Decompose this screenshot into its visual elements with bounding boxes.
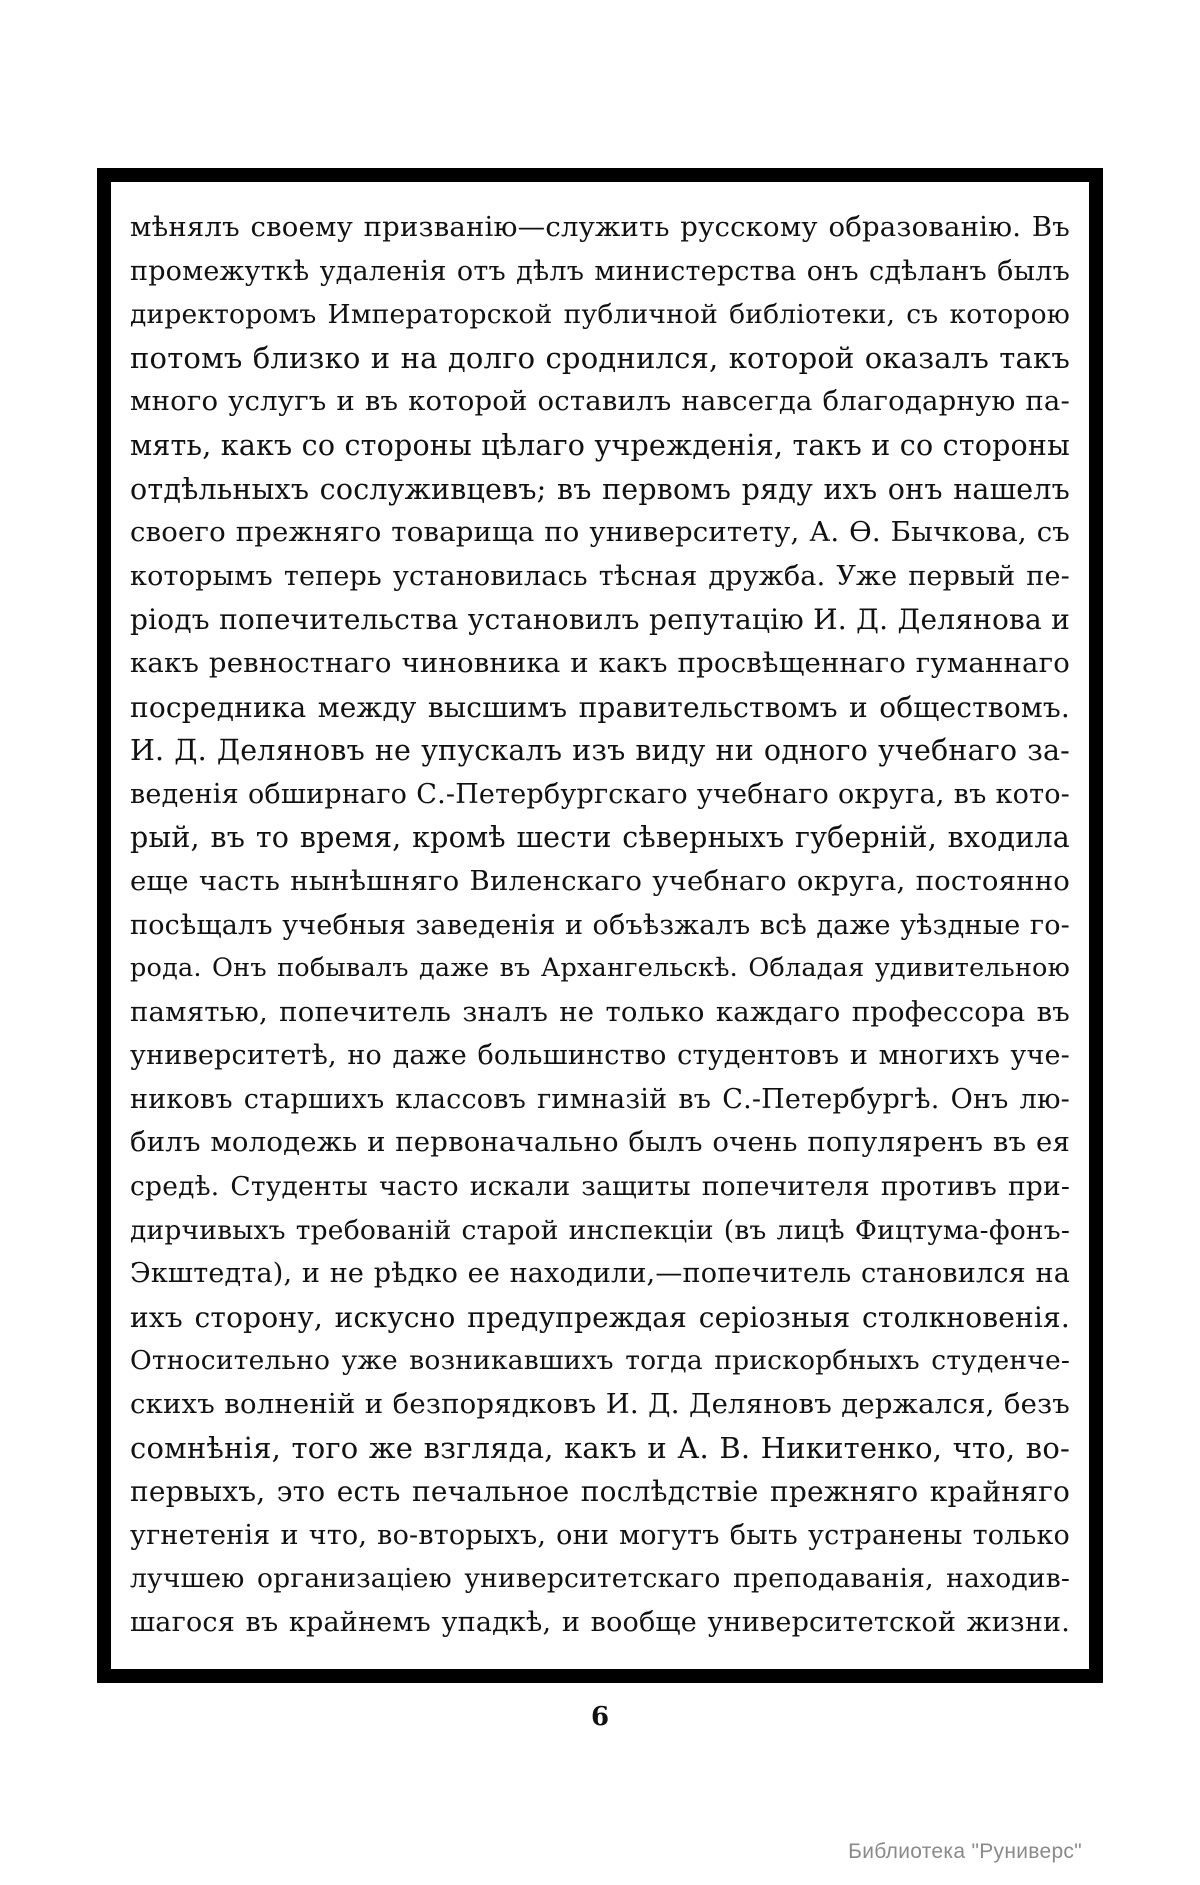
text-line: посредника между высшимъ правительствомъ и обществомъ. <box>130 690 1070 724</box>
text-line: средѣ. Студенты часто искали защиты попечителя противъ при- <box>130 1171 1070 1203</box>
text-line: потомъ близко и на долго сроднился, которой оказалъ такъ <box>130 340 1070 375</box>
text-line: промежуткѣ удаленія отъ дѣлъ министерства онъ сдѣланъ былъ <box>130 255 1070 287</box>
text-line: ріодъ попечительства установилъ репутацію И. Д. Делянова и <box>130 603 1070 637</box>
text-line: отдѣльныхъ сослуживцевъ; въ первомъ ряду ихъ онъ нашелъ <box>130 472 1070 506</box>
library-watermark: Библиотека "Руниверс" <box>848 1840 1082 1863</box>
text-line: скихъ волненій и безпорядковъ И. Д. Деляновъ держался, безъ <box>130 1388 1070 1421</box>
text-line: никовъ старшихъ классовъ гимназій въ С.-Петербургѣ. Онъ лю- <box>130 1083 1070 1115</box>
text-line: И. Д. Деляновъ не упускалъ изъ виду ни одного учебнаго за- <box>130 734 1070 768</box>
body-text <box>130 206 1070 1645</box>
page-number: 6 <box>590 1702 610 1732</box>
text-line: дирчивыхъ требованій старой инспекціи (въ лицѣ Фицтума-фонъ- <box>130 1214 1070 1246</box>
text-line: лучшею организаціею университетскаго преподаванія, находив- <box>130 1563 1070 1595</box>
text-line: своего прежняго товарища по университету, А. Ѳ. Бычкова, съ <box>130 516 1070 549</box>
text-line: много услугъ и въ которой оставилъ навсегда благодарную па- <box>130 385 1070 418</box>
text-line: сомнѣнія, того же взгляда, какъ и А. В. Никитенко, что, во- <box>130 1430 1070 1465</box>
text-line: билъ молодежь и первоначально былъ очень популяренъ въ ея <box>130 1126 1070 1159</box>
text-line: университетѣ, но даже большинство студентовъ и многихъ уче- <box>130 1040 1070 1072</box>
text-line: рый, въ то время, кромѣ шести сѣверныхъ губерній, входила <box>130 821 1070 855</box>
text-line: рода. Онъ побывалъ даже въ Архангельскѣ. Обладая удивительною <box>130 953 1070 984</box>
text-line: шагося въ крайнемъ упадкѣ, и вообще университетской жизни. <box>130 1607 1070 1638</box>
text-line: мѣнялъ своему призванію—служить русскому образованію. Въ <box>130 211 1070 243</box>
text-line: ихъ сторону, искусно предупреждая серіозныя столкновенія. <box>130 1300 1070 1334</box>
text-line: директоромъ Императорской публичной библіотеки, съ которою <box>130 299 1070 331</box>
text-line: Экштедта), и не рѣдко ее находили,—попечитель становился на <box>130 1258 1070 1290</box>
text-line: посѣщалъ учебныя заведенія и объѣзжалъ всѣ даже уѣздные го- <box>130 909 1070 941</box>
text-line: угнетенія и что, во-вторыхъ, они могутъ быть устранены только <box>130 1519 1070 1551</box>
text-line: которымъ теперь установилась тѣсная дружба. Уже первый пе- <box>130 560 1070 592</box>
text-line: памятью, попечитель зналъ не только каждаго профессора въ <box>130 995 1070 1028</box>
text-line: мять, какъ со стороны цѣлаго учрежденія, такъ и со стороны <box>130 428 1070 462</box>
text-line: какъ ревностнаго чиновника и какъ просвѣщеннаго гуманнаго <box>130 646 1070 679</box>
text-line: первыхъ, это есть печальное послѣдствіе прежняго крайняго <box>130 1475 1070 1509</box>
text-line: еще часть нынѣшняго Виленскаго учебнаго округа, постоянно <box>130 864 1070 897</box>
text-line: веденія обширнаго С.-Петербургскаго учебнаго округа, въ кото- <box>130 778 1070 810</box>
text-line: Относительно уже возникавшихъ тогда прискорбныхъ студенче- <box>130 1345 1070 1377</box>
